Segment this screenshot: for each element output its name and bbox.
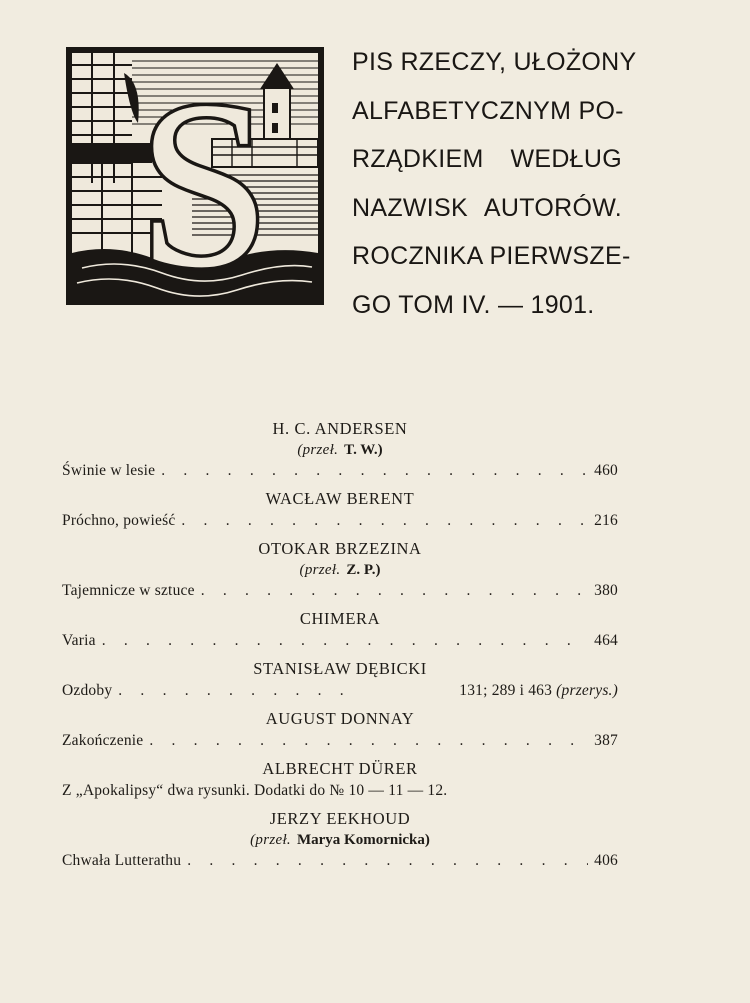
entry-title: Varia [62, 632, 96, 649]
dot-leader [149, 730, 588, 752]
dot-leader [201, 580, 588, 602]
entry-title: Ozdoby [62, 682, 113, 699]
entry-page: 216 [594, 512, 618, 529]
author-name: ALBRECHT DÜRER [262, 759, 418, 778]
table-of-contents [62, 418, 618, 872]
entry-title: Próchno, powieść [62, 512, 176, 529]
toc-entry[interactable] [62, 680, 618, 702]
entry-page-note: (przerys.) [556, 682, 618, 699]
toc-entry[interactable] [62, 730, 618, 752]
entry-page: 131; 289 i 463 [459, 682, 553, 699]
author-name: OTOKAR BRZEZINA [258, 539, 422, 558]
author-name: CHIMERA [299, 609, 381, 628]
dot-leader [118, 680, 356, 702]
entry-page: 460 [594, 462, 618, 479]
toc-entry[interactable] [62, 780, 618, 802]
translator-name: T. W.) [344, 442, 383, 458]
entry-page: 406 [594, 852, 618, 869]
woodcut-initial-s-icon [72, 53, 318, 299]
toc-entry[interactable] [62, 510, 618, 532]
entry-title: Chwała Lutterathu [62, 852, 182, 869]
entry-title: Tajemnicze w sztuce [62, 582, 195, 599]
entry-title: Zakończenie [62, 732, 144, 749]
translator-credit [62, 560, 618, 580]
svg-text:S: S [137, 53, 271, 299]
dot-leader [161, 460, 588, 482]
heading-line: ALFABETYCZNYM PO- [352, 96, 624, 125]
author-name: WACŁAW BERENT [265, 489, 415, 508]
entry-title: Świnie w lesie [62, 462, 156, 479]
entry-page: 387 [594, 732, 618, 749]
toc-entry[interactable] [62, 460, 618, 482]
heading-line: ROCZNIKA PIERWSZE- [352, 242, 631, 270]
toc-entry[interactable] [62, 630, 618, 652]
translator-name: Marya Komornicka) [296, 832, 430, 848]
toc-entry[interactable] [62, 850, 618, 872]
translator-credit [62, 440, 618, 460]
translator-prefix: (przeł. [250, 832, 291, 848]
toc-entry[interactable] [62, 580, 618, 602]
dot-leader [181, 510, 588, 532]
heading-line: GO TOM IV. — 1901. [352, 290, 595, 319]
heading-line: NAZWISK AUTORÓW. [352, 193, 622, 222]
author-name: STANISŁAW DĘBICKI [253, 659, 427, 678]
decorative-initial-s [66, 47, 324, 305]
entry-page: 464 [594, 632, 618, 649]
heading-line: PIS RZECZY, UŁOŻONY [352, 48, 637, 76]
author-name: H. C. ANDERSEN [272, 419, 408, 438]
heading-line: RZĄDKIEM WEDŁUG [352, 145, 622, 173]
translator-name: Z. P.) [346, 562, 381, 578]
entry-page-group [362, 680, 618, 702]
translator-prefix: (przeł. [297, 442, 339, 458]
dot-leader [102, 630, 588, 652]
entry-page: 380 [594, 582, 618, 599]
author-name: JERZY EEKHOUD [269, 809, 411, 828]
toc-heading [352, 44, 637, 335]
translator-prefix: (przeł. [299, 562, 341, 578]
entry-title: Z „Apokalipsy“ dwa rysunki. Dodatki do № 10 — 11 — 12. [62, 782, 448, 799]
dot-leader [187, 850, 588, 872]
translator-credit [62, 830, 618, 850]
author-name: AUGUST DONNAY [265, 709, 415, 728]
